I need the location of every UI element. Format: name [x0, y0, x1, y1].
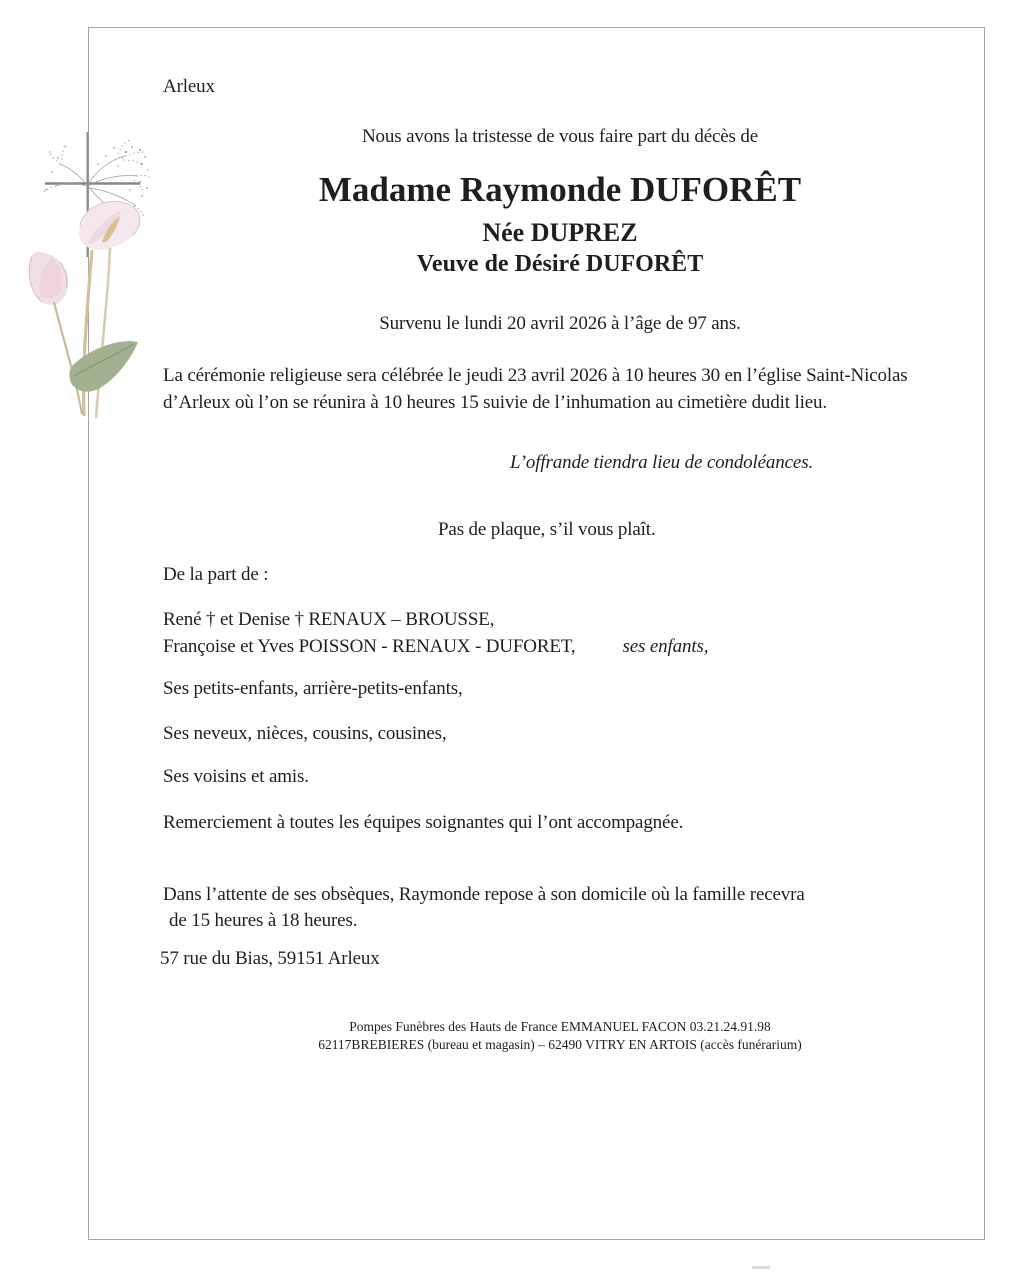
memorial-cross-flowers-illustration [22, 130, 152, 422]
widow-line: Veuve de Désiré DUFORÊT [416, 251, 704, 277]
scan-artifact-mark [752, 1266, 770, 1269]
family-line-nephews: Ses neveux, nièces, cousins, cousines, [163, 723, 447, 744]
family-line-grandchildren: Ses petits-enfants, arrière-petits-enfants, [163, 678, 463, 699]
city-label: Arleux [163, 76, 215, 97]
address-line: 57 rue du Bias, 59151 Arleux [160, 948, 380, 969]
family-line-parents-2 [163, 636, 708, 658]
family-parents-2-names: Françoise et Yves POISSON - RENAUX - DUFORET, [163, 636, 576, 657]
calla-lily-flowers-icon [29, 201, 140, 305]
plaque-request-line: Pas de plaque, s’il vous plaît. [438, 519, 656, 540]
repose-line-2: de 15 heures à 18 heures. [169, 910, 358, 931]
family-children-role: ses enfants, [622, 636, 709, 657]
funeral-home-line-2: 62117BREBIERES (bureau et magasin) – 62490 VITRY EN ARTOIS (accès funérarium) [318, 1037, 802, 1052]
ceremony-line-1: La cérémonie religieuse sera célébrée le jeudi 23 avril 2026 à 10 heures 30 en l’église Saint-Nicolas [163, 365, 908, 386]
intro-line: Nous avons la tristesse de vous faire part du décès de [361, 126, 759, 147]
repose-line-1: Dans l’attente de ses obsèques, Raymonde repose à son domicile où la famille recevra [163, 884, 805, 905]
ceremony-line-2: d’Arleux où l’on se réunira à 10 heures 15 suivie de l’inhumation au cimetière dudit lieu. [163, 392, 827, 413]
deceased-name-title: Madame Raymonde DUFORÊT [318, 170, 802, 209]
maiden-name-line: Née DUPREZ [482, 218, 638, 247]
family-line-neighbors: Ses voisins et amis. [163, 766, 309, 787]
repose-paragraph [163, 882, 805, 934]
funeral-home-line-1: Pompes Funèbres des Hauts de France EMMANUEL FACON 03.21.24.91.98 [349, 1019, 771, 1034]
death-date-line: Survenu le lundi 20 avril 2026 à l’âge de 97 ans. [379, 313, 741, 334]
funeral-home-block [135, 1018, 985, 1054]
thanks-line: Remerciement à toutes les équipes soignantes qui l’ont accompagnée. [163, 812, 684, 833]
ceremony-paragraph [163, 362, 908, 416]
from-label: De la part de : [163, 564, 269, 585]
offering-line: L’offrande tiendra lieu de condoléances. [510, 452, 814, 473]
family-line-parents-1: René † et Denise † RENAUX – BROUSSE, [163, 609, 495, 630]
leaf-icon [69, 341, 138, 392]
